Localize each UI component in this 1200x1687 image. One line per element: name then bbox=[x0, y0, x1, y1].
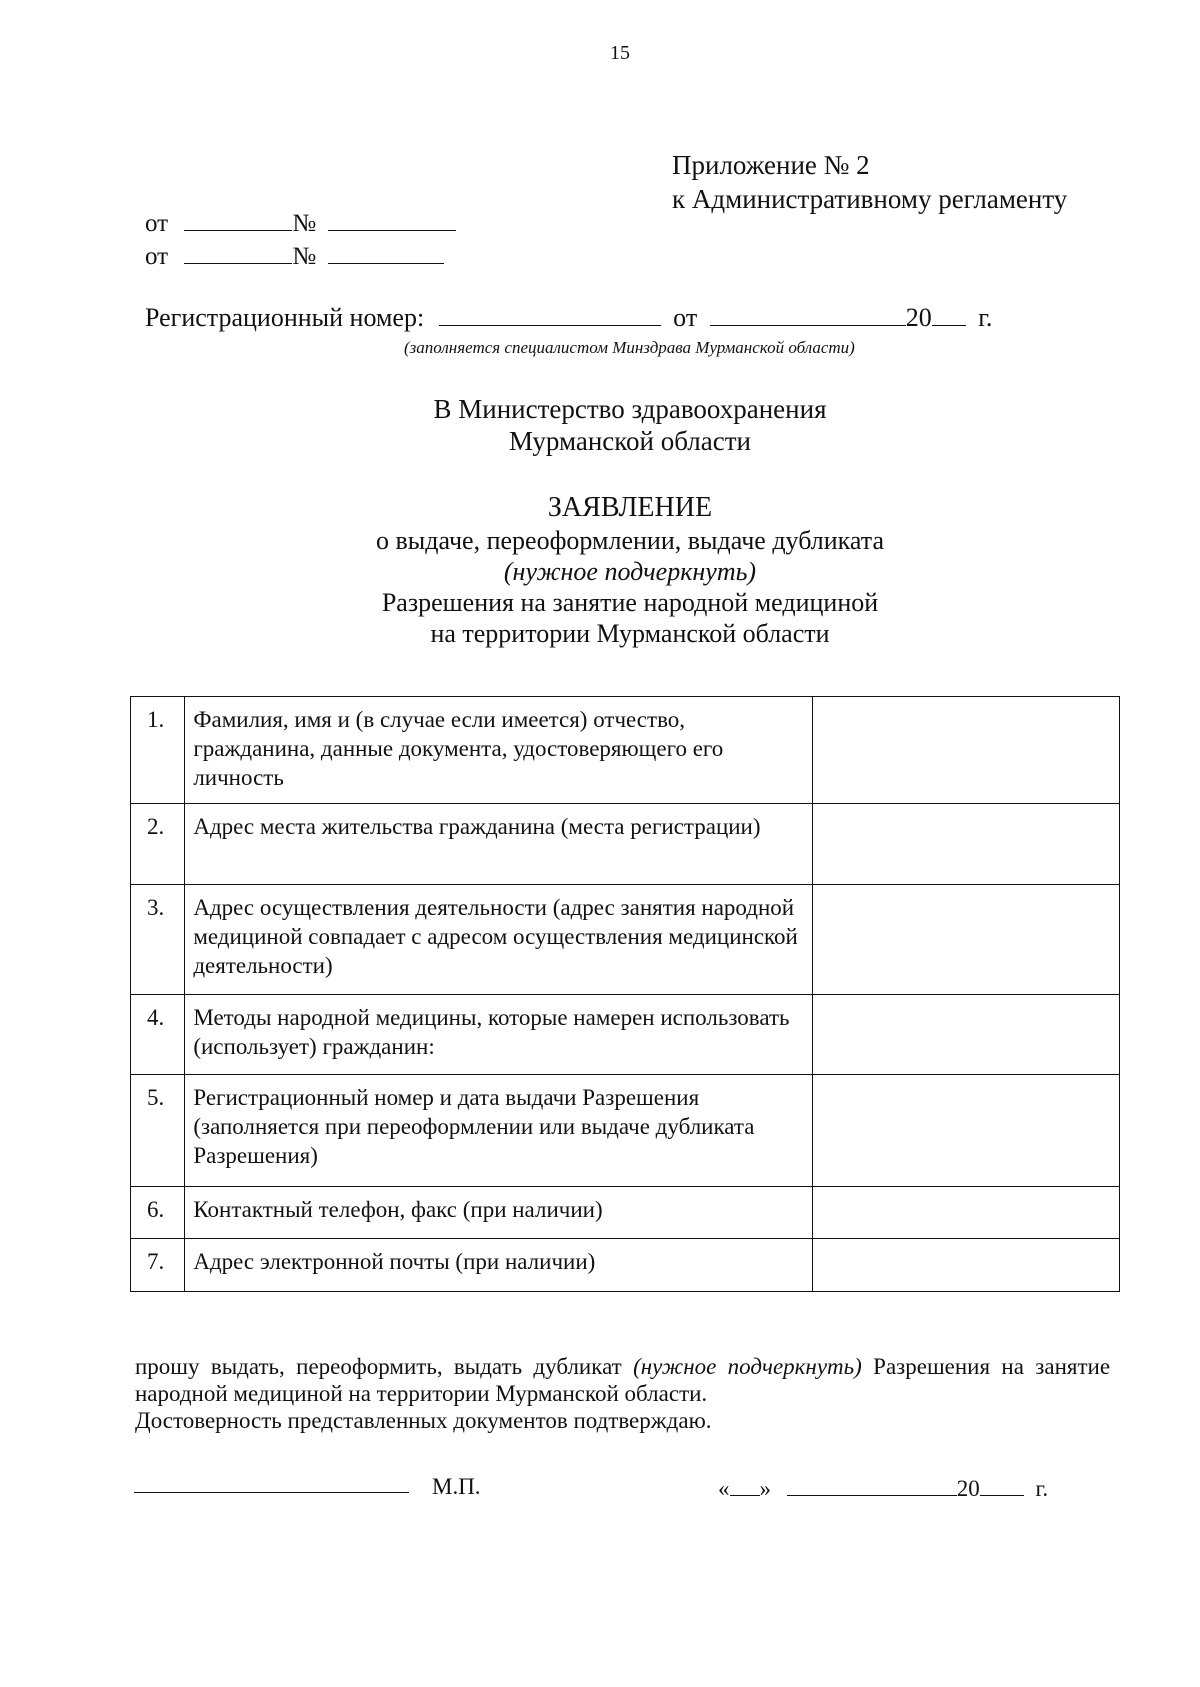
row-number: 2. bbox=[131, 804, 185, 885]
document-subtitle bbox=[0, 525, 1200, 649]
addressee-line-2: Мурманской области bbox=[509, 426, 751, 456]
number-sign: № bbox=[292, 210, 317, 237]
date-blank bbox=[184, 208, 292, 231]
table-row bbox=[131, 995, 1120, 1075]
registration-year-suffix: г. bbox=[978, 303, 993, 332]
table-row bbox=[131, 1239, 1120, 1292]
row-number: 7. bbox=[131, 1239, 185, 1292]
row-description: Регистрационный номер и дата выдачи Разрешения (заполняется при переоформлении или выдаче дубликата Разрешения) bbox=[185, 1075, 813, 1187]
quote-open: « bbox=[718, 1476, 730, 1501]
appendix-heading bbox=[672, 148, 1067, 216]
table-row bbox=[131, 804, 1120, 885]
number-blank bbox=[328, 208, 456, 231]
row-description: Адрес места жительства гражданина (места регистрации) bbox=[185, 804, 813, 885]
signature-date bbox=[718, 1475, 1048, 1502]
row-description: Адрес электронной почты (при наличии) bbox=[185, 1239, 813, 1292]
request-text bbox=[135, 1353, 1110, 1407]
request-italic-note: (нужное подчеркнуть) bbox=[633, 1354, 862, 1379]
registration-year-blank bbox=[932, 303, 966, 326]
registration-note: (заполняется специалистом Минздрава Мурманской области) bbox=[404, 338, 855, 357]
row-number: 1. bbox=[131, 697, 185, 804]
subtitle-line-4: на территории Мурманской области bbox=[430, 619, 830, 648]
number-sign: № bbox=[292, 243, 317, 270]
subtitle-line-1: о выдаче, переоформлении, выдаче дубликата bbox=[375, 526, 884, 555]
date-blank bbox=[184, 241, 292, 264]
row-description: Методы народной медицины, которые намерен использовать (использует) гражданин: bbox=[185, 995, 813, 1075]
confirm-text: Достоверность представленных документов подтверждаю. bbox=[135, 1408, 712, 1433]
appendix-line-2: к Административному регламенту bbox=[672, 184, 1068, 214]
table-row bbox=[131, 885, 1120, 995]
row-description: Контактный телефон, факс (при наличии) bbox=[185, 1187, 813, 1239]
month-blank[interactable] bbox=[787, 1475, 957, 1496]
row-description: Адрес осуществления деятельности (адрес занятия народной медициной совпадает с адресом осуществления медицинской деятельности) bbox=[185, 885, 813, 995]
header-row-1 bbox=[145, 208, 456, 238]
request-part-2: Разрешения на занятие народной медициной на территории Мурманской области. bbox=[135, 1354, 1111, 1406]
appendix-line-1: Приложение № 2 bbox=[672, 150, 870, 180]
date-year-blank[interactable] bbox=[980, 1475, 1024, 1496]
registration-number-blank bbox=[439, 303, 661, 326]
row-number: 5. bbox=[131, 1075, 185, 1187]
addressee bbox=[0, 393, 1200, 457]
number-blank bbox=[328, 241, 444, 264]
row-value-field[interactable] bbox=[813, 995, 1120, 1075]
date-year-prefix: 20 bbox=[956, 1476, 980, 1501]
registration-date-blank bbox=[710, 303, 906, 326]
application-table bbox=[130, 696, 1120, 1292]
ot-label: от bbox=[145, 243, 169, 270]
document-title: ЗАЯВЛЕНИЕ bbox=[547, 492, 713, 523]
row-description: Фамилия, имя и (в случае если имеется) отчество, гражданина, данные документа, удостоверяющего его личность bbox=[185, 697, 813, 804]
table-row bbox=[131, 1187, 1120, 1239]
date-year-suffix: г. bbox=[1035, 1476, 1049, 1501]
registration-label: Регистрационный номер: bbox=[145, 303, 425, 332]
page-number: 15 bbox=[610, 42, 630, 64]
registration-ot: от bbox=[673, 303, 698, 332]
stamp-place-label: М.П. bbox=[432, 1474, 481, 1499]
ot-label: от bbox=[145, 210, 169, 237]
row-number: 4. bbox=[131, 995, 185, 1075]
subtitle-line-3: Разрешения на занятие народной медициной bbox=[381, 588, 879, 617]
table-row bbox=[131, 1075, 1120, 1187]
table-row bbox=[131, 697, 1120, 804]
row-value-field[interactable] bbox=[813, 804, 1120, 885]
signature-line[interactable] bbox=[134, 1492, 409, 1493]
quote-close: » bbox=[759, 1476, 771, 1501]
row-number: 6. bbox=[131, 1187, 185, 1239]
row-value-field[interactable] bbox=[813, 1187, 1120, 1239]
registration-row bbox=[145, 303, 992, 333]
row-number: 3. bbox=[131, 885, 185, 995]
row-value-field[interactable] bbox=[813, 885, 1120, 995]
request-paragraph bbox=[135, 1353, 1110, 1434]
row-value-field[interactable] bbox=[813, 697, 1120, 804]
row-value-field[interactable] bbox=[813, 1239, 1120, 1292]
request-part-1: прошу выдать, переоформить, выдать дубликат bbox=[135, 1354, 622, 1379]
header-row-2 bbox=[145, 241, 444, 271]
addressee-line-1: В Министерство здравоохранения bbox=[433, 394, 827, 424]
subtitle-line-2: (нужное подчеркнуть) bbox=[503, 557, 757, 586]
registration-year-prefix: 20 bbox=[905, 303, 932, 332]
row-value-field[interactable] bbox=[813, 1075, 1120, 1187]
day-blank[interactable] bbox=[730, 1475, 760, 1496]
